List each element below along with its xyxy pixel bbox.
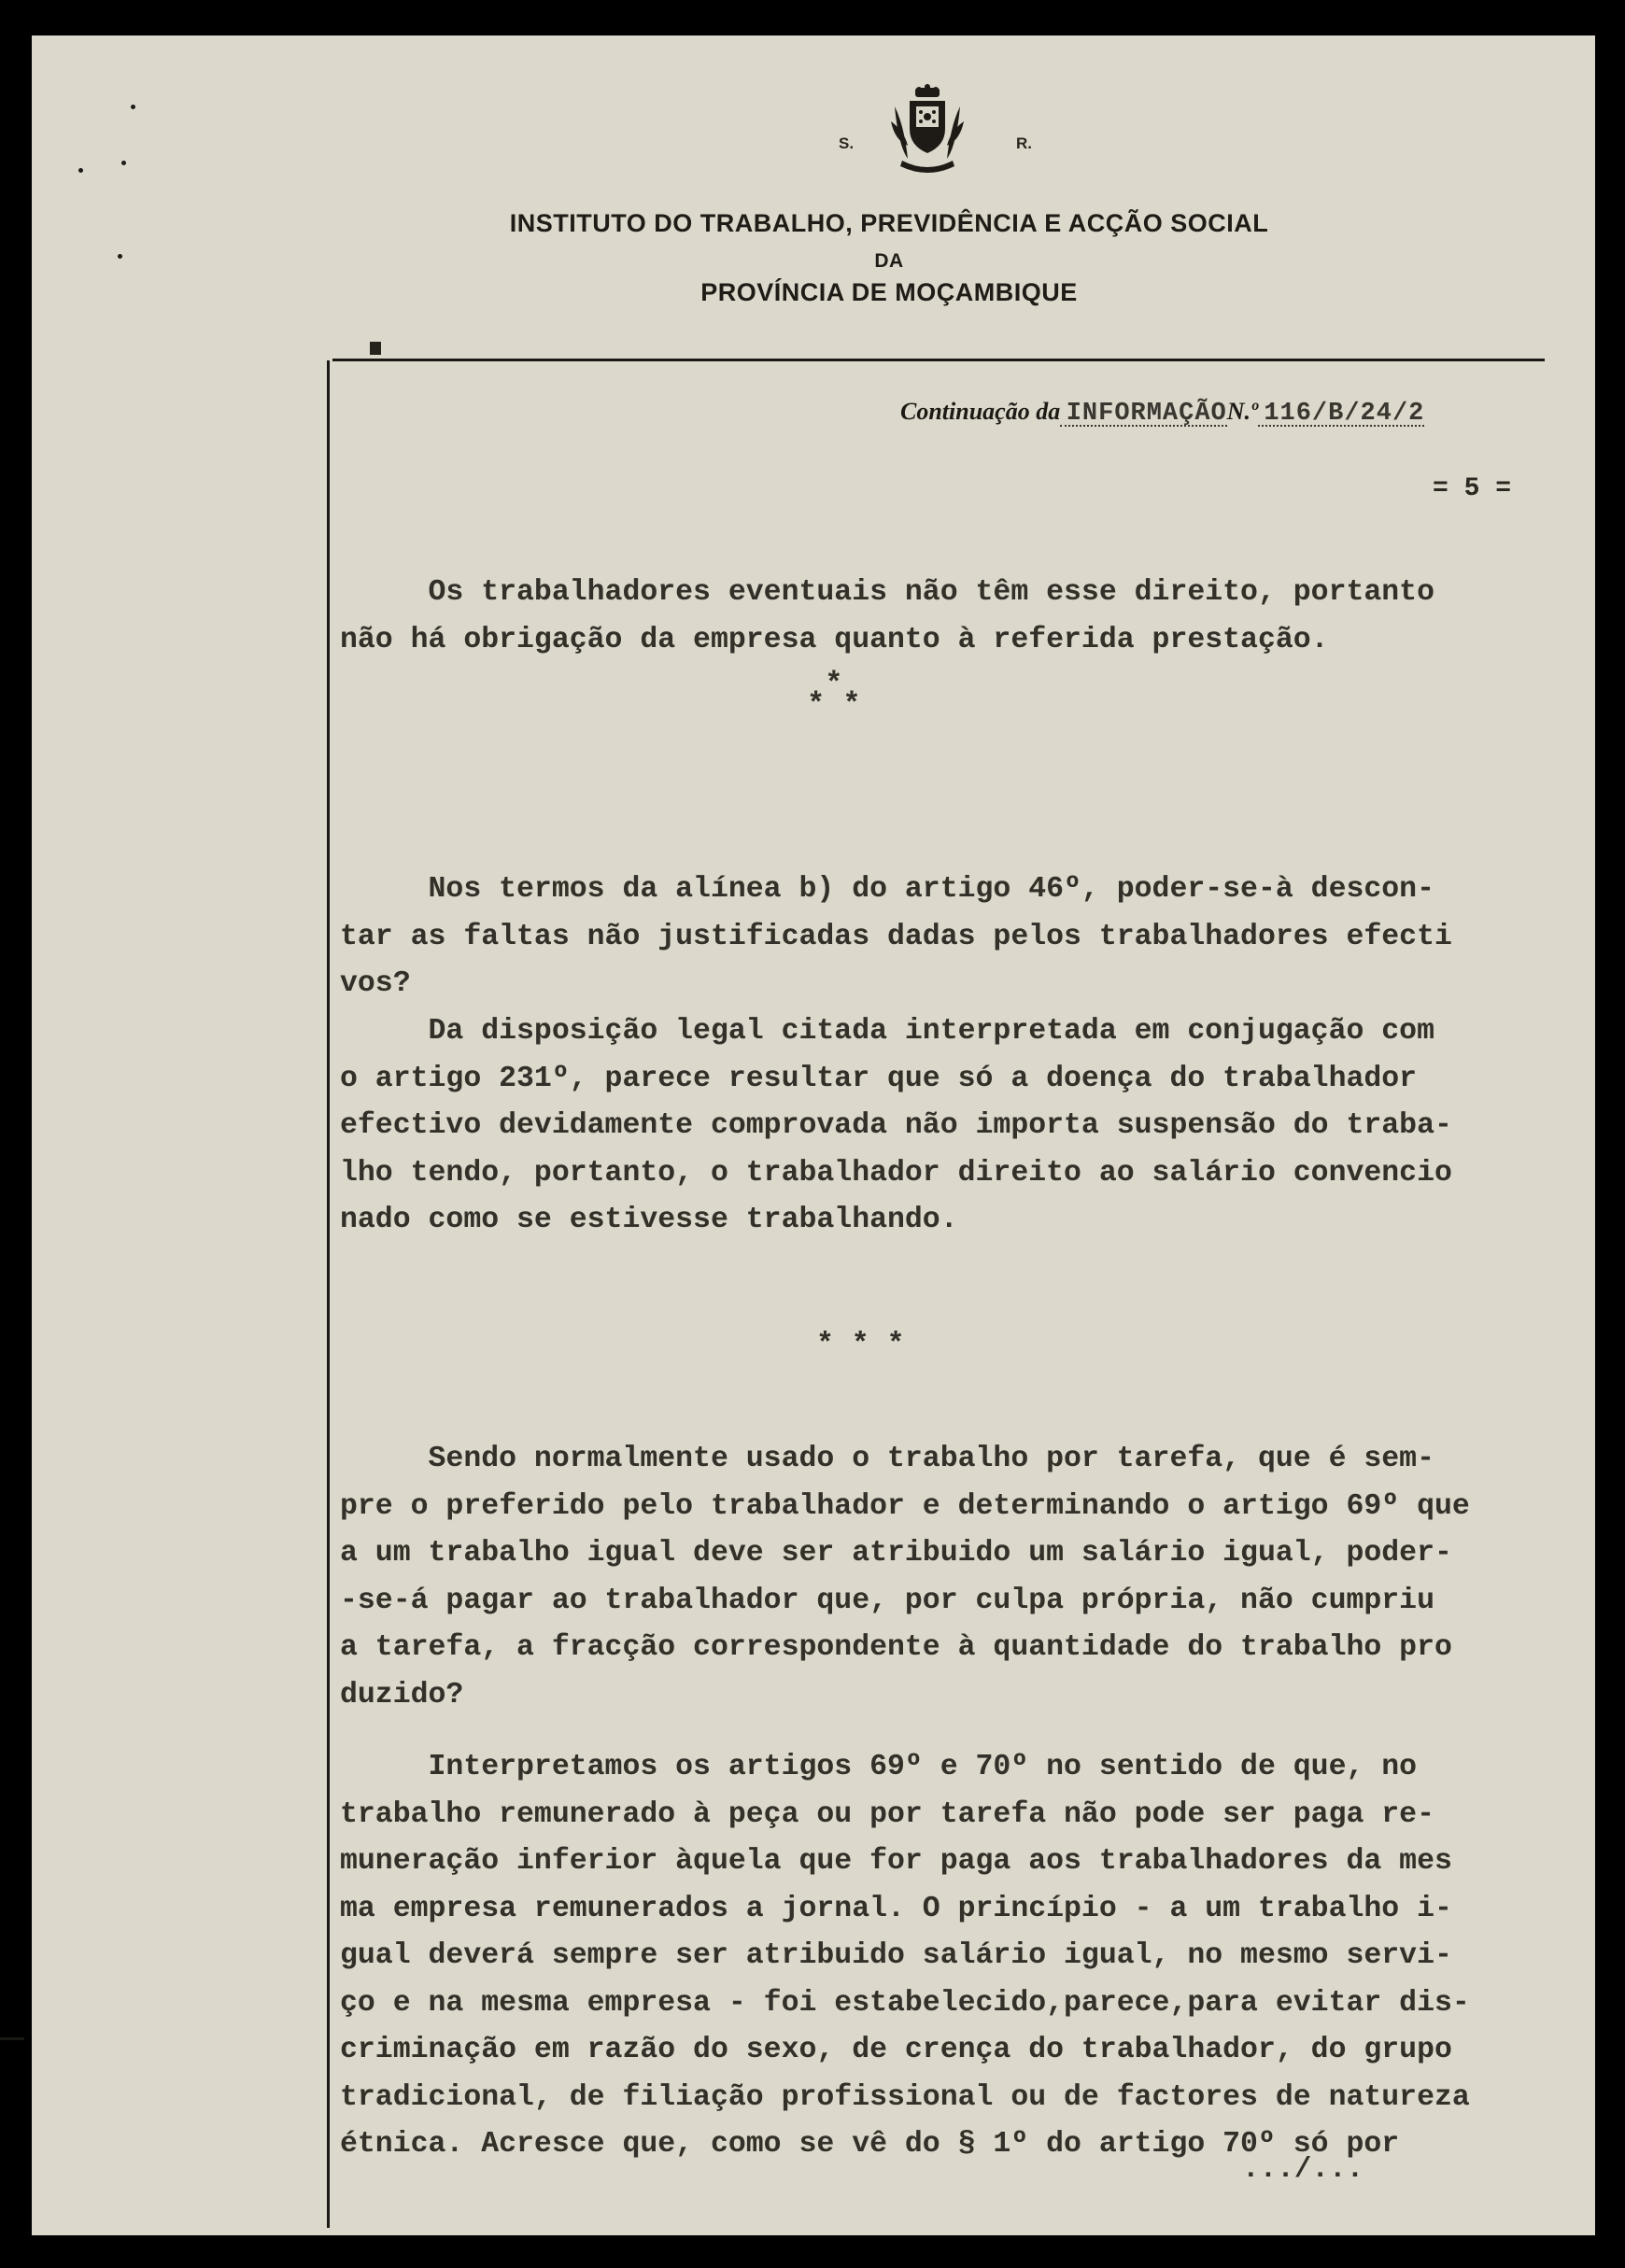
institute-connector: DA — [874, 250, 904, 272]
paragraph: Sendo normalmente usado o trabalho por tarefa, que é sem- pre o preferido pelo trabalhador e determinando o artigo 69º que a um trabalho igual deve ser atribuido um salário igual, poder- -se-á pagar ao trabalhador que, por culpa própria, não cumpriu a tarefa, a fracção correspondente à quantidade do trabalho pro duzido? — [340, 1443, 1470, 1712]
document-page — [32, 35, 1595, 2235]
page-number: = 5 = — [1433, 474, 1512, 503]
speck — [131, 105, 135, 109]
s-label: S. — [839, 134, 855, 152]
continued-marker: .../... — [1242, 2153, 1364, 2186]
paragraph: Os trabalhadores eventuais não têm esse direito, portanto não há obrigação da empresa quanto à referida prestação. — [340, 576, 1434, 656]
paragraph: Interpretamos os artigos 69º e 70º no sentido de que, no trabalho remunerado à peça ou por tarefa não pode ser paga re- muneração inferior àquela que for paga aos trabalhadores da mes ma empresa remunerados a jornal. O princípio - a um trabalho i- gual deverá sempre ser atribuido salário igual, no mesmo servi- ço e na mesma empresa - foi estabelecido,parece,para evitar dis- criminação em razão do sexo, de crença do trabalhador, do grupo tradicional, de filiação profissional ou de factores de natureza étnica. Acresce que, como se vê do § 1º do artigo 70º só por — [340, 1751, 1470, 2161]
paragraph: Da disposição legal citada interpretada em conjugação com o artigo 231º, parece resultar que só a doença do trabalhador efectivo devidamente comprovada não importa suspensão do traba- lho tendo, portanto, o trabalhador direito ao salário convencio nado como se estivesse trabalhando. — [340, 1015, 1452, 1236]
continuation-line — [900, 398, 1424, 428]
document-number: 116/B/24/2 — [1264, 400, 1425, 428]
edge-mark — [0, 2037, 24, 2040]
margin-rule — [327, 360, 330, 2228]
section-separator: * * * — [816, 1329, 905, 1361]
header-rule — [332, 359, 1545, 361]
speck — [78, 168, 83, 173]
paragraph: Nos termos da alínea b) do artigo 46º, poder-se-à descon- tar as faltas não justificadas dadas pelos trabalhadores efecti vos? — [340, 873, 1452, 1000]
institute-name: INSTITUTO DO TRABALHO, PREVIDÊNCIA E ACÇÃO SOCIAL — [509, 209, 1269, 237]
speck — [121, 161, 126, 165]
continuation-label: Continuação da — [900, 398, 1061, 425]
province-name: PROVÍNCIA DE MOÇAMBIQUE — [700, 278, 1078, 306]
coat-of-arms-icon — [887, 84, 968, 177]
r-label: R. — [1016, 134, 1032, 152]
section-separator: * * * — [807, 667, 861, 722]
document-type: INFORMAÇÃO — [1066, 400, 1227, 428]
ink-mark — [370, 342, 381, 355]
number-label: N.º — [1226, 398, 1258, 425]
